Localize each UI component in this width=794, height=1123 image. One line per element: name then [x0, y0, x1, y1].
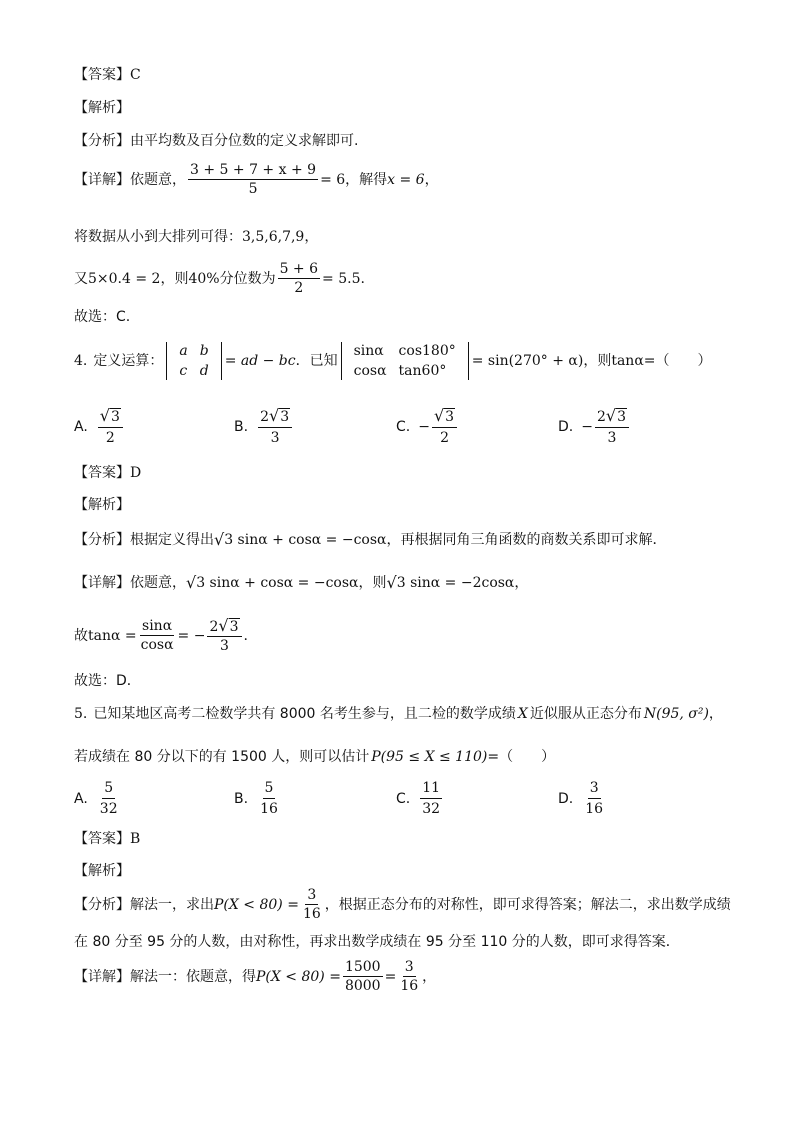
step2-end: ， [304, 229, 319, 245]
q5-text-a: 已知某地区高考二检数学共有 8000 名考生参与，且二检的数学成绩 [93, 706, 516, 722]
step3-line [74, 262, 365, 295]
choose-text: 故选：C. [74, 309, 131, 325]
option-fraction [258, 780, 280, 817]
det-tan60: tan60° [398, 363, 447, 379]
sqrt-symbol: √ [186, 573, 197, 592]
result-denominator: 3 [220, 638, 229, 654]
xiangjie-c: ， [514, 575, 529, 591]
rhs-expression: = sin(270° + α) [471, 353, 584, 369]
option-numerator [432, 408, 457, 428]
det-d: d [199, 363, 209, 379]
option-coef: 2 [596, 409, 606, 425]
step3-percent: 40% [188, 270, 220, 287]
fenxi-numerator: 3 [307, 887, 317, 903]
option-label: C. [396, 790, 411, 807]
xiangjie-tag: 【详解】 [74, 575, 130, 591]
q5-text-b: 近似服从正态分布 [529, 706, 642, 722]
analysis-heading-q5 [74, 864, 130, 878]
fenxi-b: ，根据正态分布的对称性，即可求得答案；解法二，求出数学成绩 [324, 896, 731, 913]
option-label: A. [74, 419, 88, 435]
option-c[interactable] [396, 780, 444, 817]
determinant-trig [341, 342, 469, 380]
step3-a: 又 [74, 270, 88, 287]
xiangjie-line-q4 [74, 575, 528, 591]
xiangjie-denominator-2: 16 [400, 978, 419, 994]
option-coef: 2 [260, 409, 269, 425]
choose-line-q4 [74, 674, 141, 688]
definition-text: 定义运算： [93, 353, 164, 369]
fenxi-denominator: 16 [302, 906, 321, 922]
option-a[interactable] [74, 408, 125, 446]
determinant-abcd [166, 342, 221, 380]
xiangjie-line-q3 [74, 163, 439, 196]
xiangjie-a: 依题意， [130, 575, 186, 591]
fenxi-tag: 【分析】 [74, 532, 130, 548]
option-numerator: 5 [263, 780, 276, 799]
option-b[interactable] [234, 408, 294, 446]
answer-tag: 【答案】 [74, 465, 130, 481]
option-fraction [583, 780, 605, 817]
answer-blank: =（ ） [487, 749, 556, 765]
fenxi-b: ，再根据同角三角函数的商数关系即可求解． [386, 532, 667, 548]
fenxi-text: 由平均数及百分位数的定义求解即可. [130, 133, 359, 149]
option-fraction [98, 408, 123, 446]
option-denominator: 2 [105, 430, 115, 446]
xiangjie-probability: P(X < 80) = [256, 968, 341, 985]
step1-prefix: 依题意， [130, 171, 186, 188]
step2-text: 将数据从小到大排列可得： [74, 229, 242, 245]
option-denominator: 3 [270, 430, 280, 446]
det-sin: sinα [353, 343, 384, 359]
option-numerator: 3 [588, 780, 601, 799]
fenxi-tag: 【分析】 [74, 133, 130, 149]
q5-text-c: 若成绩在 80 分以下的有 1500 人，则可以估计 [74, 749, 370, 765]
option-denominator: 32 [422, 801, 441, 817]
option-d[interactable] [558, 408, 631, 446]
question-number: 4. [74, 353, 88, 369]
xiangjie-numerator-1: 1500 [344, 959, 381, 975]
fenxi-a: 解法一，求出 [130, 896, 214, 913]
tan-result-line [74, 618, 248, 653]
xiangjie-line-q5 [74, 960, 436, 993]
xiangjie-a: 解法一：依题意，得 [130, 968, 256, 985]
det-col-1 [179, 344, 187, 378]
step2-line [74, 230, 318, 244]
xiangjie-expr2: 3 sinα = −2cosα [396, 575, 515, 591]
radicand: 3 [229, 619, 239, 635]
det-trig-col-1 [354, 344, 387, 378]
step1-result: x = 6 [387, 171, 425, 188]
det-b: b [199, 343, 209, 359]
result-end: . [243, 627, 248, 644]
fenxi-fraction [301, 888, 323, 921]
option-denominator: 16 [585, 801, 604, 817]
fenxi-expression: 3 sinα + cosα = −cosα [224, 532, 387, 548]
mean-denominator: 5 [248, 181, 258, 197]
normal-distribution: N(95, σ²) [643, 706, 709, 722]
fenxi-line-q5 [74, 888, 731, 921]
option-denominator: 2 [440, 430, 449, 446]
answer-line-q5 [74, 832, 140, 846]
answer-value: D [130, 465, 142, 481]
answer-line-q4 [74, 466, 141, 480]
option-b[interactable] [234, 780, 282, 817]
fenxi-probability: P(X < 80) = [214, 896, 299, 913]
answer-tag: 【答案】 [74, 67, 130, 83]
option-fraction [595, 408, 629, 446]
option-label: A. [74, 790, 88, 807]
option-label: D. [558, 419, 574, 435]
option-sign: − [418, 419, 430, 435]
radicand: 3 [280, 409, 290, 425]
sin-numerator: sinα [142, 618, 173, 634]
radicand: 3 [110, 409, 120, 425]
step1-mid: ，解得 [345, 171, 388, 188]
option-fraction [258, 408, 292, 446]
fenxi-line2-q5 [74, 935, 680, 949]
probability-expression: P(95 ≤ X ≤ 110) [371, 749, 488, 765]
sqrt-symbol: √ [214, 530, 225, 549]
option-numerator [258, 408, 292, 428]
mean-numerator: 3 + 5 + 7 + x + 9 [190, 162, 317, 178]
option-numerator: 11 [420, 780, 442, 799]
xiangjie-equals: = [384, 968, 397, 985]
option-c[interactable] [396, 408, 459, 446]
sqrt-symbol: √ 3 [218, 616, 239, 635]
analysis-tag: 【解析】 [74, 497, 130, 513]
option-denominator: 16 [260, 801, 278, 817]
option-fraction [420, 780, 442, 817]
mean-fraction [188, 163, 318, 196]
xiangjie-tag: 【详解】 [74, 968, 130, 985]
xiangjie-numerator-2: 3 [404, 959, 414, 975]
analysis-tag: 【解析】 [74, 863, 130, 879]
sqrt-symbol: √ [386, 573, 397, 592]
xiangjie-end: ， [422, 968, 437, 985]
fenxi-a: 根据定义得出 [130, 532, 214, 548]
question-number: 5. [74, 706, 88, 722]
percentile-numerator: 5 + 6 [279, 261, 319, 277]
sin-cos-fraction [139, 619, 176, 652]
percentile-denominator: 2 [294, 280, 304, 296]
result-numerator [207, 618, 241, 637]
fenxi-line-q4 [74, 532, 667, 548]
analysis-tag: 【解析】 [74, 100, 130, 116]
analysis-heading-q4 [74, 498, 130, 512]
xiangjie-b: ，则 [358, 575, 387, 591]
step1-end: ， [424, 171, 439, 188]
option-numerator [98, 408, 123, 428]
gu-text: 故 [74, 627, 88, 644]
det-trig-col-2 [399, 344, 456, 378]
choose-line-q3 [74, 310, 130, 324]
sorted-list: 3,5,6,7,9 [242, 229, 305, 245]
xiangjie-tag: 【详解】 [74, 171, 130, 188]
sqrt-symbol: √ 3 [433, 406, 455, 425]
fenxi-tag: 【分析】 [74, 896, 130, 913]
sqrt-symbol: √ 3 [605, 406, 627, 425]
q5-text-end: ， [708, 706, 723, 722]
answer-value: C [130, 67, 141, 83]
option-label: D. [558, 790, 574, 807]
option-fraction [432, 408, 457, 446]
xiangjie-fraction-1 [343, 960, 383, 993]
sqrt-symbol: √ 3 [99, 406, 120, 425]
step1-equals: = 6 [320, 171, 346, 188]
analysis-heading-q3 [74, 101, 130, 115]
det-cos: cosα [353, 363, 387, 379]
xiangjie-expr1: 3 sinα + cosα = −cosα [196, 575, 359, 591]
option-fraction [98, 780, 120, 817]
q5-variable-x: X [517, 706, 528, 722]
result-fraction [207, 618, 241, 653]
det-a: a [179, 343, 188, 359]
step3-b: ，则 [160, 270, 189, 287]
answer-tag: 【答案】 [74, 831, 130, 847]
percentile-fraction [278, 262, 320, 295]
option-denominator: 3 [607, 430, 617, 446]
option-label: C. [396, 419, 411, 435]
result-coef: 2 [209, 619, 219, 635]
det-c: c [179, 363, 188, 379]
option-label: B. [234, 419, 249, 435]
tan-alpha: tanα [611, 353, 644, 369]
xiangjie-fraction-2 [398, 960, 420, 993]
answer-line-q3 [74, 68, 141, 82]
det-cos180: cos180° [398, 343, 456, 359]
det-col-2 [200, 344, 209, 378]
option-numerator: 5 [102, 780, 115, 799]
radicand: 3 [617, 409, 627, 425]
step3-expr: 5×0.4 = 2 [88, 270, 161, 287]
question-5-line2 [74, 750, 555, 764]
definition-result: = ad − bc [224, 353, 296, 369]
step3-c: 分位数为 [219, 270, 276, 287]
option-a[interactable] [74, 780, 122, 817]
choose-text: 故选：D． [74, 673, 141, 689]
fenxi-line-q3 [74, 134, 358, 148]
answer-blank: =（ ） [643, 353, 712, 369]
step3-result: = 5.5 [322, 270, 361, 287]
question-4 [74, 342, 712, 380]
radicand: 3 [445, 409, 455, 425]
cos-denominator: cosα [140, 637, 174, 653]
option-label: B. [234, 790, 249, 807]
question-5-line1 [74, 707, 723, 721]
option-d[interactable] [558, 780, 607, 817]
ask-text: ，则 [583, 353, 612, 369]
option-sign: − [581, 419, 593, 435]
sqrt-symbol: √ 3 [268, 406, 290, 425]
answer-value: B [130, 831, 141, 847]
option-numerator [595, 408, 629, 428]
known-text: ．已知 [295, 353, 338, 369]
result-equals: = − [177, 627, 206, 644]
fenxi-line2: 在 80 分至 95 分的人数，由对称性，再求出数学成绩在 95 分至 110 分的人数，即可求得答案． [74, 934, 680, 950]
option-denominator: 32 [99, 801, 118, 817]
tan-alpha-eq: tanα = [88, 627, 137, 644]
step3-end: . [360, 270, 365, 287]
xiangjie-denominator-1: 8000 [344, 978, 381, 994]
